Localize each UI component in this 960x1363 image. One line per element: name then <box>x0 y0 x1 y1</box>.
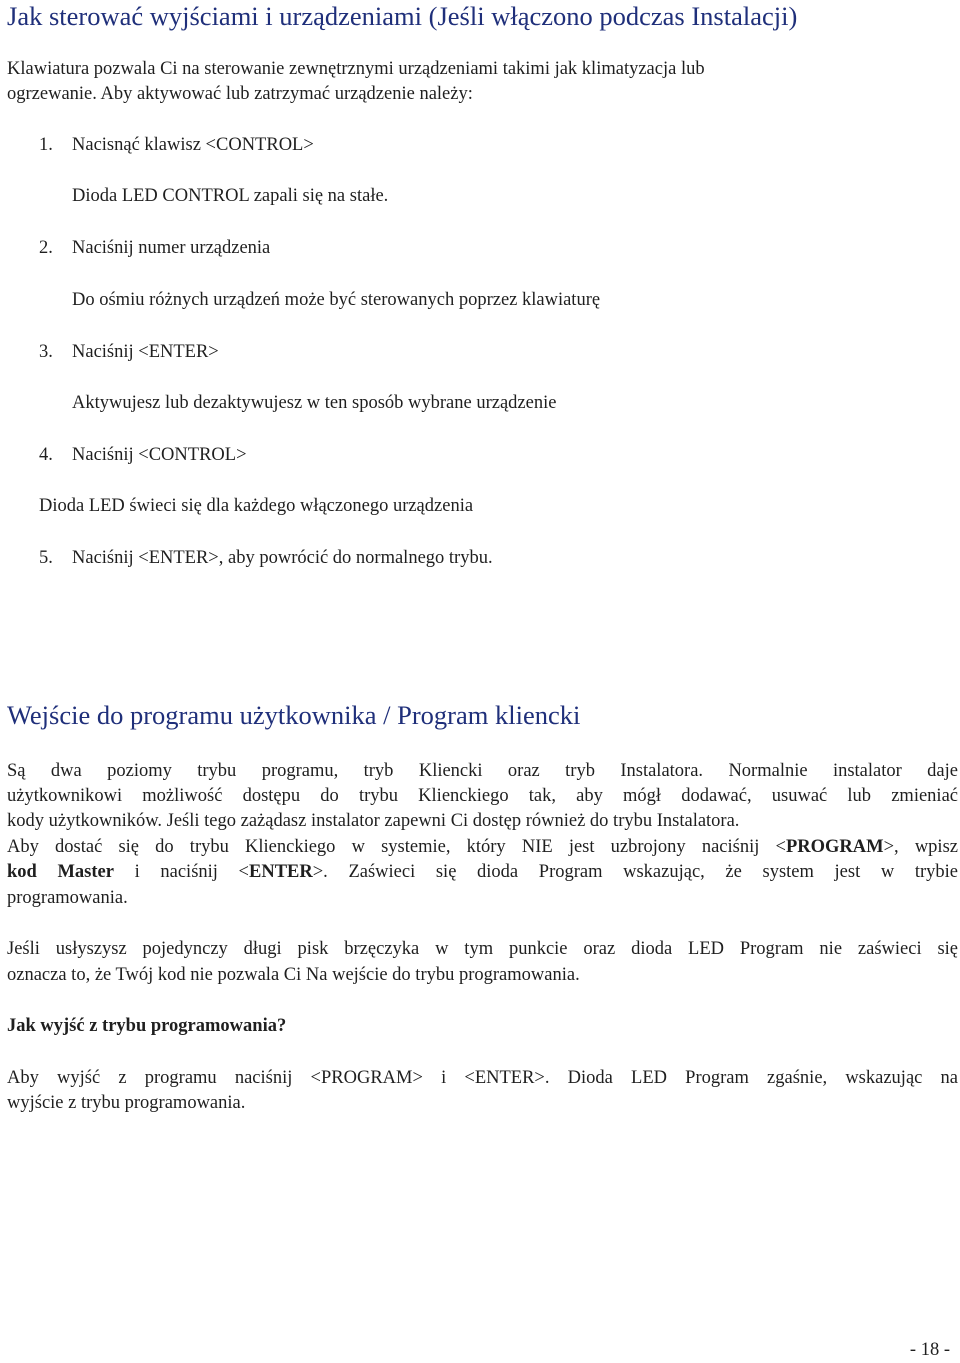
step-number: 3. <box>39 342 53 362</box>
text-run: >. Zaświeci się dioda Program wskazując, że system jest w trybie <box>312 862 958 882</box>
step-number: 2. <box>39 238 53 258</box>
step-1 <box>39 133 314 158</box>
text-run: >, wpisz <box>883 837 958 857</box>
step-5 <box>39 546 493 571</box>
step-text: Naciśnij <CONTROL> <box>72 445 247 465</box>
paragraph-3-line-1: Jeśli usłyszysz pojedynczy długi pisk brzęczyka w tym punkcie oraz dioda LED Program nie zaświeci się <box>7 939 958 959</box>
intro-line-1: Klawiatura pozwala Ci na sterowanie zewnętrznymi urządzeniami takimi jak klimatyzacja lub <box>7 59 705 79</box>
step-3-note: Aktywujesz lub dezaktywujesz w ten sposób wybrane urządzenie <box>72 393 557 413</box>
paragraph-1-line-2: użytkownikowi możliwość dostępu do trybu Klienckiego tak, aby mógł dodawać, usuwać lub zmieniać <box>7 786 958 806</box>
step-number: 5. <box>39 548 53 568</box>
step-text: Nacisnąć klawisz <CONTROL> <box>72 135 314 155</box>
subheading-exit-program: Jak wyjść z trybu programowania? <box>7 1016 287 1036</box>
paragraph-1-line-1: Są dwa poziomy trybu programu, tryb Kliencki oraz tryb Instalatora. Normalnie instalator daje <box>7 761 958 781</box>
paragraph-4-line-2: wyjście z trybu programowania. <box>7 1093 246 1113</box>
intro-line-2: ogrzewanie. Aby aktywować lub zatrzymać urządzenie należy: <box>7 84 473 104</box>
step-text: Naciśnij <ENTER>, aby powrócić do normalnego trybu. <box>72 548 493 568</box>
step-2-note: Do ośmiu różnych urządzeń może być sterowanych poprzez klawiaturę <box>72 290 601 310</box>
enter-key-bold: ENTER <box>249 862 313 882</box>
paragraph-4-line-1: Aby wyjść z programu naciśnij <PROGRAM> i <ENTER>. Dioda LED Program zgaśnie, wskazując na <box>7 1068 958 1088</box>
paragraph-2-line-3: programowania. <box>7 888 128 908</box>
text-run: Aby dostać się do trybu Klienckiego w systemie, który NIE jest uzbrojony naciśnij < <box>7 837 786 857</box>
paragraph-1-line-3: kody użytkowników. Jeśli tego zażądasz instalator zapewni Ci dostęp również do trybu Instalatora. <box>7 811 740 831</box>
paragraph-3-line-2: oznacza to, że Twój kod nie pozwala Ci Na wejście do trybu programowania. <box>7 965 580 985</box>
paragraph-2-line-2 <box>7 860 958 885</box>
step-3 <box>39 340 219 365</box>
page-number: - 18 - <box>909 1340 950 1360</box>
paragraph-2-line-1 <box>7 835 958 860</box>
section-title-outputs: Jak sterować wyjściami i urządzeniami (Jeśli włączono podczas Instalacji) <box>7 1 798 31</box>
program-key-bold: PROGRAM <box>785 837 884 857</box>
master-code-bold: kod Master <box>7 862 114 882</box>
section-title-user-program: Wejście do programu użytkownika / Program kliencki <box>7 700 581 730</box>
text-run: i naciśnij < <box>113 862 249 882</box>
step-4-note: Dioda LED świeci się dla każdego włączonego urządzenia <box>39 496 474 516</box>
step-number: 4. <box>39 445 53 465</box>
step-2 <box>39 236 270 261</box>
step-4 <box>39 443 247 468</box>
step-text: Naciśnij numer urządzenia <box>72 238 271 258</box>
step-number: 1. <box>39 135 53 155</box>
step-1-note: Dioda LED CONTROL zapali się na stałe. <box>72 186 389 206</box>
step-text: Naciśnij <ENTER> <box>72 342 219 362</box>
